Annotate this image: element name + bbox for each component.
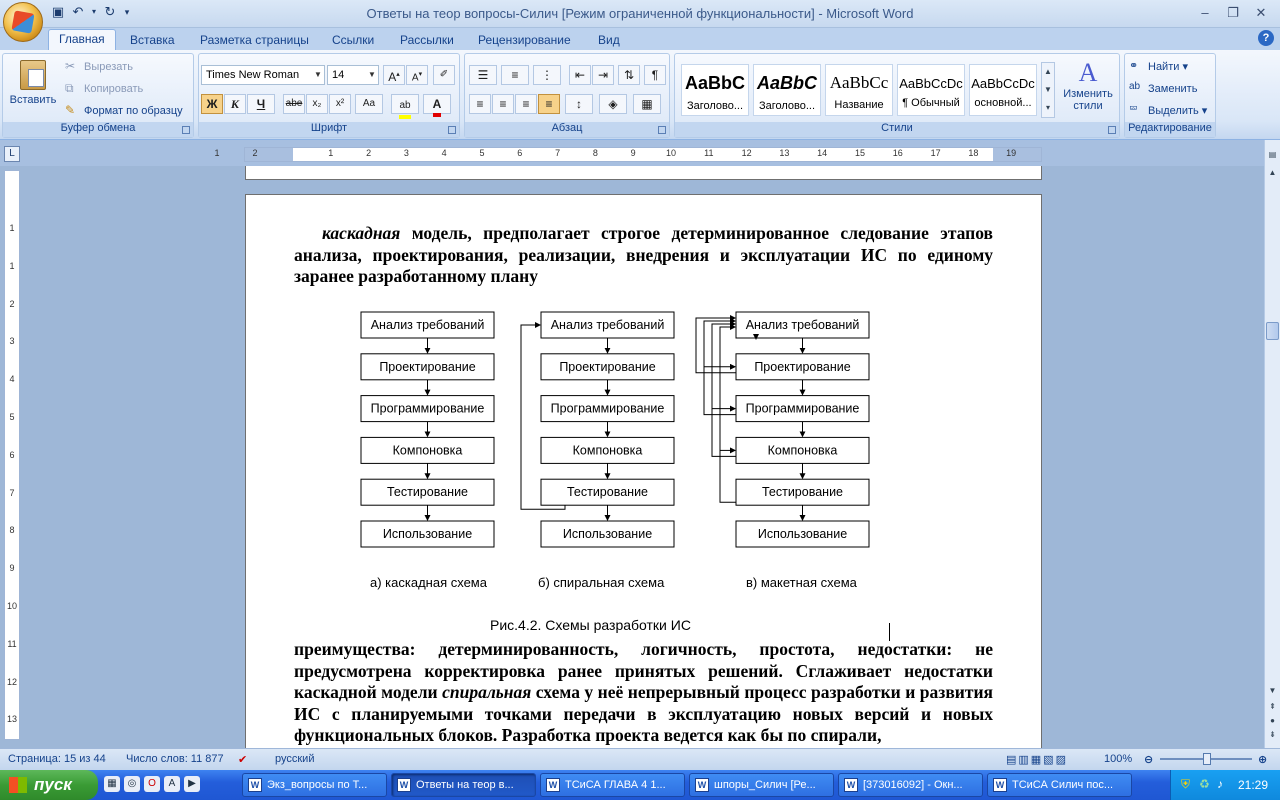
taskbar-item[interactable] [540,773,685,797]
ruler-tick: 7 [9,487,15,498]
spellcheck-icon[interactable]: ✔ [238,754,248,766]
vertical-ruler [4,170,20,740]
view-buttons[interactable]: ▤▥▦▧▨ [1006,754,1068,766]
taskbar-item[interactable] [838,773,983,797]
align-center-button[interactable]: ≡ [492,94,514,114]
highlight-button[interactable] [391,94,419,114]
document-area[interactable] [22,166,1264,748]
save-icon[interactable]: ▣ [51,4,65,19]
stage-label: Компоновка [767,443,838,458]
paragraph-2-text-b: схема у неё непрерывный процесс разработки и развития ИС с планируемыми точками передачи в эксплуатацию новых версий и новых функциональных блоков. Разработка проекта ведется как бы по спирали, [294,682,993,745]
shading-button[interactable]: ◈ [599,94,627,114]
select-label: Выделить [1148,104,1199,117]
ruler-tick: 2 [366,148,372,158]
clipboard-group [2,53,194,138]
help-icon[interactable]: ? [1258,30,1274,46]
taskbar-item-label: ТСиСА ГЛАВА 4 1... [565,779,666,791]
document-icon: W [397,778,411,792]
change-styles-label: Изменить стили [1063,88,1113,112]
copy-button[interactable] [65,81,143,97]
customize-icon[interactable]: ▾ [124,7,130,17]
style-name: Заголово... [686,100,744,112]
vertical-scrollbar[interactable] [1264,140,1280,748]
sound-icon[interactable]: ♪ [1217,777,1223,791]
copy-icon: ⧉ [65,81,74,95]
figure-caption: Рис.4.2. Схемы разработки ИС [490,617,691,633]
font-size-value: 14 [332,69,345,81]
ruler-tick: 4 [9,374,15,385]
styles-scroll[interactable]: ▲ ▼ ▾ [1041,62,1055,118]
tab-references[interactable]: Ссылки [332,33,375,47]
paragraph-1-text: модель, предполагает строгое детерминированное следование этапов анализа, проектирования, реализации, внедрения и эксплуатации ИС по единому заранее разработанному плану [294,223,993,286]
style-preview: AaBbCcDc [899,76,963,91]
ribbon [0,50,1280,140]
ruler-tick: 10 [6,601,17,611]
paste-label: Вставить [9,94,57,106]
ruler-tick: 1 [214,148,220,158]
ruler-tick: 11 [704,148,714,158]
redo-icon[interactable]: ↻ [104,4,116,19]
style-normal[interactable] [897,64,965,116]
paragraph-group-label: Абзац [465,122,669,137]
taskbar-item[interactable] [391,773,536,797]
stage-label: Компоновка [392,443,463,458]
minimize-icon[interactable]: – [1201,5,1209,20]
copy-label: Копировать [84,82,144,95]
editing-group [1124,53,1216,138]
ruler-toggle-icon[interactable]: ▤ [1268,150,1277,159]
ruler-tick: 19 [1006,148,1017,158]
restore-icon[interactable]: ❐ [1227,5,1239,20]
change-case-button[interactable]: Aa [355,94,383,114]
change-styles-button[interactable] [1059,58,1117,120]
shield-icon[interactable]: ⛨ [1181,777,1191,791]
font-name-value: Times New Roman [206,69,300,81]
paintbrush-icon: ✎ [65,103,76,117]
styles-group-label: Стили [675,122,1119,137]
font-color-icon: A [433,95,442,117]
ruler-tick: 15 [854,148,865,158]
styles-group [674,53,1120,138]
stage-label: Проектирование [754,359,851,374]
ruler-tick: 17 [930,148,941,158]
subscript-button[interactable]: x₂ [306,94,328,114]
chevron-down-icon: ▼ [368,70,376,79]
taskbar [0,770,1280,800]
close-icon[interactable]: ✕ [1255,5,1267,20]
document-icon: W [993,778,1007,792]
stage-label: Тестирование [761,485,844,500]
format-painter-label: Формат по образцу [84,104,183,117]
font-color-button[interactable] [423,94,451,114]
sort-button[interactable]: ⇅ [618,65,640,85]
underline-button[interactable]: Ч [247,94,275,114]
next-page-icon[interactable]: ⇟ [1269,730,1276,739]
start-label: пуск [34,775,72,794]
style-preview: AaBbCcDc [971,76,1035,91]
stage-label: Анализ требований [550,318,665,332]
caption-spiral: б) спиральная схема [538,575,665,590]
clipboard-launcher-icon[interactable] [182,126,190,134]
document-icon: W [248,778,262,792]
shrink-font-button[interactable]: A▾ [406,65,428,85]
app-icon[interactable]: A [164,776,180,792]
stage-label: Программирование [745,401,860,416]
stage-label: Использование [382,527,473,541]
editing-group-label: Редактирование [1125,122,1215,137]
ruler-tick: 1 [9,260,15,271]
scroll-down-icon[interactable]: ▼ [1268,686,1277,695]
font-launcher-icon[interactable] [448,126,456,134]
paragraph-2 [294,639,993,747]
numbering-button[interactable]: ≡ [501,65,529,85]
font-group-label: Шрифт [199,122,459,137]
style-title[interactable] [825,64,893,116]
title-bar [0,0,1280,28]
justify-button[interactable]: ≡ [538,94,560,114]
paste-button[interactable] [7,58,59,118]
status-bar [0,748,1280,770]
window-controls [1192,4,1274,22]
stage-label: Компоновка [572,443,643,458]
bullets-button[interactable]: ☰ [469,65,497,85]
italic-button[interactable]: К [224,94,246,114]
borders-button[interactable]: ▦ [633,94,661,114]
ruler-tick: 6 [9,449,15,460]
cut-button[interactable] [65,59,133,75]
style-name: основной... [974,97,1032,109]
strikethrough-button[interactable]: abe [283,94,305,114]
tab-review[interactable]: Рецензирование [478,33,571,47]
system-tray [1170,770,1280,800]
tab-insert[interactable]: Вставка [130,33,175,47]
replace-icon: ab [1129,81,1141,92]
font-name-combo[interactable] [201,65,325,85]
show-marks-button[interactable]: ¶ [644,65,666,85]
stage-label: Использование [757,527,848,541]
find-label: Найти [1148,60,1180,73]
ruler-tick: 2 [252,148,258,158]
ruler-tick: 16 [892,148,903,158]
select-button[interactable]: ⮹ Выделить ▾ [1129,103,1207,119]
ruler-tick: 18 [968,148,979,158]
decrease-indent-button[interactable]: ⇤ [569,65,591,85]
highlighter-icon: ab [399,97,410,119]
stage-label: Проектирование [559,359,656,374]
change-styles-icon: A [1078,58,1098,87]
ruler-tick: 11 [7,638,17,649]
horizontal-ruler[interactable] [214,147,1042,162]
zoom-level[interactable]: 100% [1104,753,1133,765]
replace-label: Заменить [1148,82,1198,95]
ruler-tick: 12 [6,676,17,687]
style-name: Название [834,99,884,111]
style-heading2[interactable] [753,64,821,116]
stage-label: Использование [562,527,653,541]
undo-icon[interactable]: ↶ [72,4,84,19]
format-painter-button[interactable] [65,103,183,119]
taskbar-item[interactable] [689,773,834,797]
start-button[interactable] [0,770,98,800]
cursor-icon: ⮹ [1129,103,1138,115]
ruler-tick: 8 [9,525,15,536]
network-icon[interactable]: ◎ [124,776,140,792]
style-preview: AaBbC [756,73,817,93]
ruler-tick: 9 [630,148,636,158]
paste-icon [20,60,46,90]
taskbar-item-label: Экз_вопросы по Т... [267,779,368,791]
ruler-tick: 13 [6,714,17,725]
office-logo-icon [11,10,34,33]
style-main[interactable] [969,64,1037,116]
ruler-tick: 6 [517,148,523,158]
clock: 21:29 [1237,778,1268,792]
ruler-tick: 1 [9,223,15,233]
chevron-down-icon: ▼ [314,70,322,79]
document-page[interactable] [245,194,1042,748]
find-button[interactable]: ⚭ Найти ▾ [1129,59,1188,75]
ruler-tick: 12 [741,148,752,158]
binoculars-icon: ⚭ [1129,60,1139,72]
document-icon: W [546,778,560,792]
previous-page [245,166,1042,180]
prev-page-icon[interactable]: ⇞ [1269,702,1276,711]
superscript-button[interactable]: x² [329,94,351,114]
browse-object-icon[interactable]: ● [1270,716,1275,725]
scroll-thumb[interactable] [1266,322,1279,340]
stage-label: Тестирование [566,485,649,500]
scissors-icon: ✂ [65,59,76,73]
document-icon: W [695,778,709,792]
line-spacing-button[interactable]: ↕ [565,94,593,114]
feedback-arrow [712,324,736,456]
office-button[interactable] [3,2,43,42]
cut-label: Вырезать [84,60,133,73]
recycle-icon[interactable]: ♻ [1199,777,1210,791]
ruler-tick: 2 [9,298,15,309]
page-count[interactable]: Страница: 15 из 44 [8,753,106,765]
tab-mailings[interactable]: Рассылки [400,33,454,47]
taskbar-item-label: шпоры_Силич [Ре... [714,779,816,791]
word-count[interactable]: Число слов: 11 877 [126,753,224,765]
ruler-tick: 3 [9,336,15,347]
taskbar-item[interactable] [242,773,387,797]
stage-label: Анализ требований [370,318,485,332]
window-title: Ответы на теор вопросы-Силич [Режим ограниченной функциональности] - Microsoft Word [366,6,914,21]
quick-launch [104,776,200,792]
italic-term: спиральная [442,682,532,702]
font-group [198,53,460,138]
ruler-tick: 4 [441,148,447,158]
paragraph-1 [294,223,993,288]
zoom-knob[interactable] [1203,753,1211,765]
taskbar-item-label: ТСиСА Силич пос... [1012,779,1114,791]
paragraph-group [464,53,670,138]
tab-home[interactable]: Главная [48,29,116,50]
taskbar-item-label: Ответы на теор в... [416,779,514,791]
align-right-button[interactable]: ≡ [515,94,537,114]
ruler-tick: 1 [328,148,334,158]
align-left-button[interactable]: ≡ [469,94,491,114]
windows-flag-icon [9,777,27,793]
caption-prototype: в) макетная схема [746,575,857,590]
tab-view[interactable]: Вид [598,33,620,47]
ruler-tick: 7 [555,148,561,158]
zoom-out-icon[interactable]: ⊖ [1144,754,1154,766]
diagram-boxes [361,312,869,547]
styles-launcher-icon[interactable] [1108,126,1116,134]
app-icon[interactable]: ▦ [104,776,120,792]
ruler-tick: 3 [403,148,409,158]
stage-label: Тестирование [386,485,469,500]
font-size-combo[interactable] [327,65,379,85]
paragraph-2-text-a: преимущества: детерминированность, логичность, простота, недостатки: не предусмотрена корректировка ранее принятых решений. Сглаживает недостатки каскадной модели [294,639,993,702]
ruler-tick: 5 [479,148,485,158]
italic-term: каскадная [322,223,401,243]
ruler-tick: 9 [9,563,15,574]
caption-cascade: а) каскадная схема [370,575,487,590]
bold-button[interactable]: Ж [201,94,223,114]
stage-label: Анализ требований [745,318,860,332]
ruler-tick: 10 [665,148,676,158]
style-preview: AaBbCc [829,73,889,92]
stage-label: Проектирование [379,359,476,374]
increase-indent-button[interactable]: ⇥ [592,65,614,85]
ruler-row [0,140,1280,166]
scroll-up-icon[interactable]: ▲ [1268,168,1277,177]
feedback-arrow [696,318,736,373]
document-icon: W [844,778,858,792]
clipboard-group-label: Буфер обмена [3,122,193,137]
ribbon-tabs [0,28,1280,50]
ruler-tick: 8 [592,148,598,158]
tab-page-layout[interactable]: Разметка страницы [200,33,309,47]
ruler-tick: 5 [9,412,15,422]
ruler-tick: 13 [779,148,790,158]
paragraph-launcher-icon[interactable] [658,126,666,134]
taskbar-item[interactable] [987,773,1132,797]
zoom-in-icon[interactable]: ⊕ [1258,754,1268,766]
grow-font-button[interactable]: A▴ [383,65,405,85]
opera-icon[interactable]: O [144,776,160,792]
diagram [246,295,1043,595]
taskbar-item-label: [373016092] - Окн... [863,779,963,791]
ruler-tick: 14 [817,148,828,158]
stage-label: Программирование [370,401,485,416]
style-heading1[interactable] [681,64,749,116]
undo-dropdown-icon[interactable]: ▾ [91,7,96,16]
style-preview: AaBbC [684,73,745,93]
clear-format-button[interactable]: ✐ [433,65,455,85]
language[interactable]: русский [275,753,315,765]
multilevel-list-button[interactable]: ⋮ [533,65,561,85]
style-name: Заголово... [758,100,816,112]
stage-label: Программирование [550,401,665,416]
style-name: ¶ Обычный [902,97,960,109]
replace-button[interactable] [1129,81,1197,97]
tab-selector-icon[interactable]: L [4,146,20,162]
media-icon[interactable]: ▶ [184,776,200,792]
